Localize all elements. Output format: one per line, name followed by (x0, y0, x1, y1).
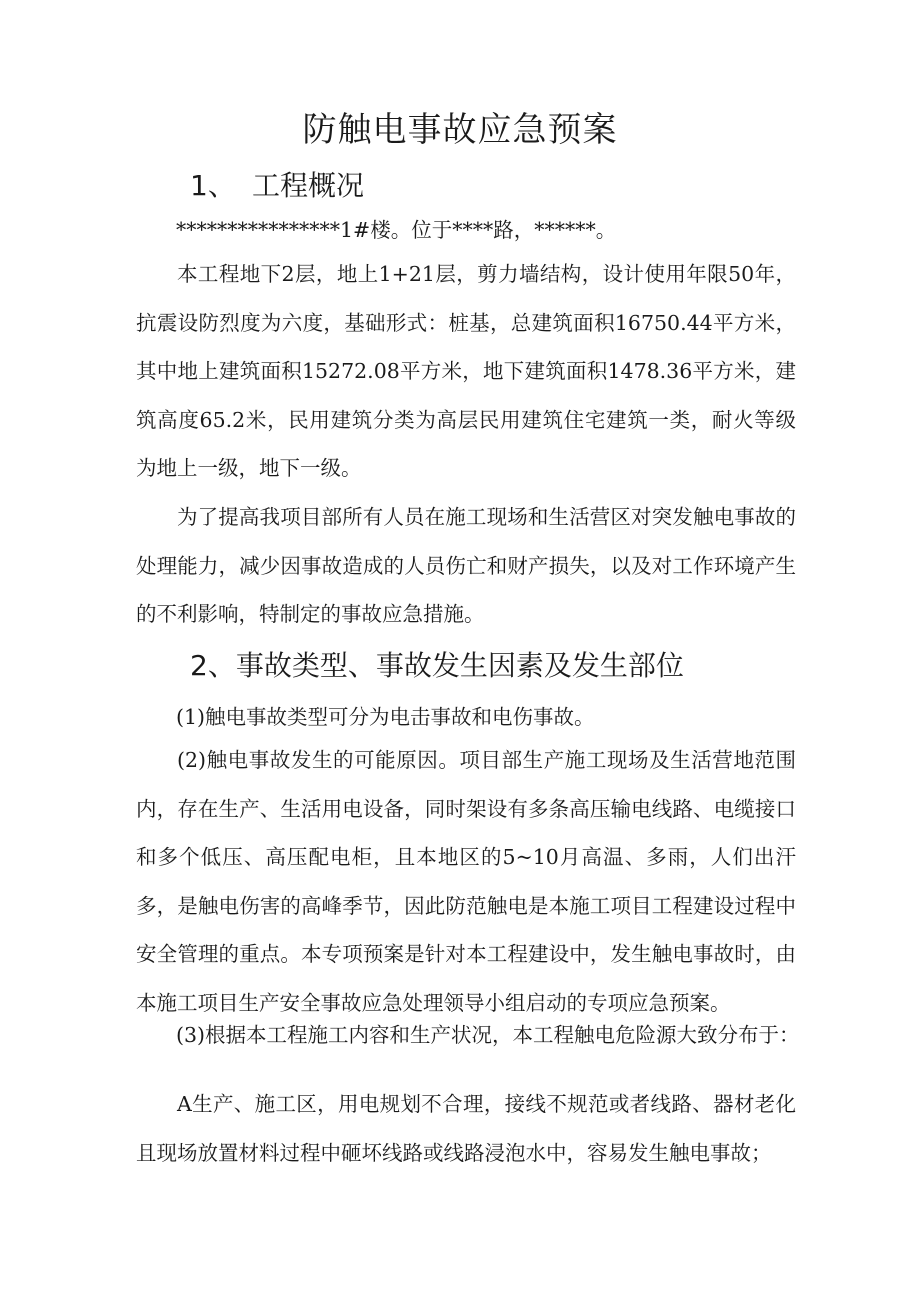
section-1-heading (190, 168, 364, 204)
section-1-title: 工程概况 (252, 169, 365, 202)
section-2-item-a: A生产、施工区，用电规划不合理，接线不规范或者线路、器材老化且现场放置材料过程中砸坏线路或线路浸泡水中，容易发生触电事故； (136, 1092, 796, 1165)
section-2-item-3: (3)根据本工程施工内容和生产状况，本工程触电危险源大致分布于： (176, 1023, 800, 1047)
purpose-paragraph: 为了提高我项目部所有人员在施工现场和生活营区对突发触电事故的处理能力，减少因事故造成的人员伤亡和财产损失，以及对工作环境产生的不利影响，特制定的事故应急措施。 (136, 505, 796, 626)
project-location-line: ****************1#楼。位于****路，******。 (176, 218, 617, 242)
section-2-item-1: (1)触电事故类型可分为电击事故和电伤事故。 (176, 705, 595, 729)
document-title: 防触电事故应急预案 (302, 110, 618, 150)
section-2-heading: 2、事故类型、事故发生因素及发生部位 (190, 649, 684, 682)
project-overview-paragraph: 本工程地下2层，地上1+21层，剪力墙结构，设计使用年限50年，抗震设防烈度为六度，基础形式：桩基，总建筑面积16750.44平方米，其中地上建筑面积15272.08平方米，地下建筑面积1478.36平方米，建筑高度65.2米，民用建筑分类为高层民用建筑住宅建筑一类，耐火等级为地上一级，地下一级。 (136, 262, 796, 480)
section-2-item-2: (2)触电事故发生的可能原因。项目部生产施工现场及生活营地范围内，存在生产、生活用电设备，同时架设有多条高压输电线路、电缆接口和多个低压、高压配电柜，且本地区的5~10月高温、多雨，人们出汗多，是触电伤害的高峰季节，因此防范触电是本施工项目工程建设过程中安全管理的重点。本专项预案是针对本工程建设中，发生触电事故时，由本施工项目生产安全事故应急处理领导小组启动的专项应急预案。 (136, 748, 796, 1015)
section-1-number: 1、 (190, 169, 236, 202)
